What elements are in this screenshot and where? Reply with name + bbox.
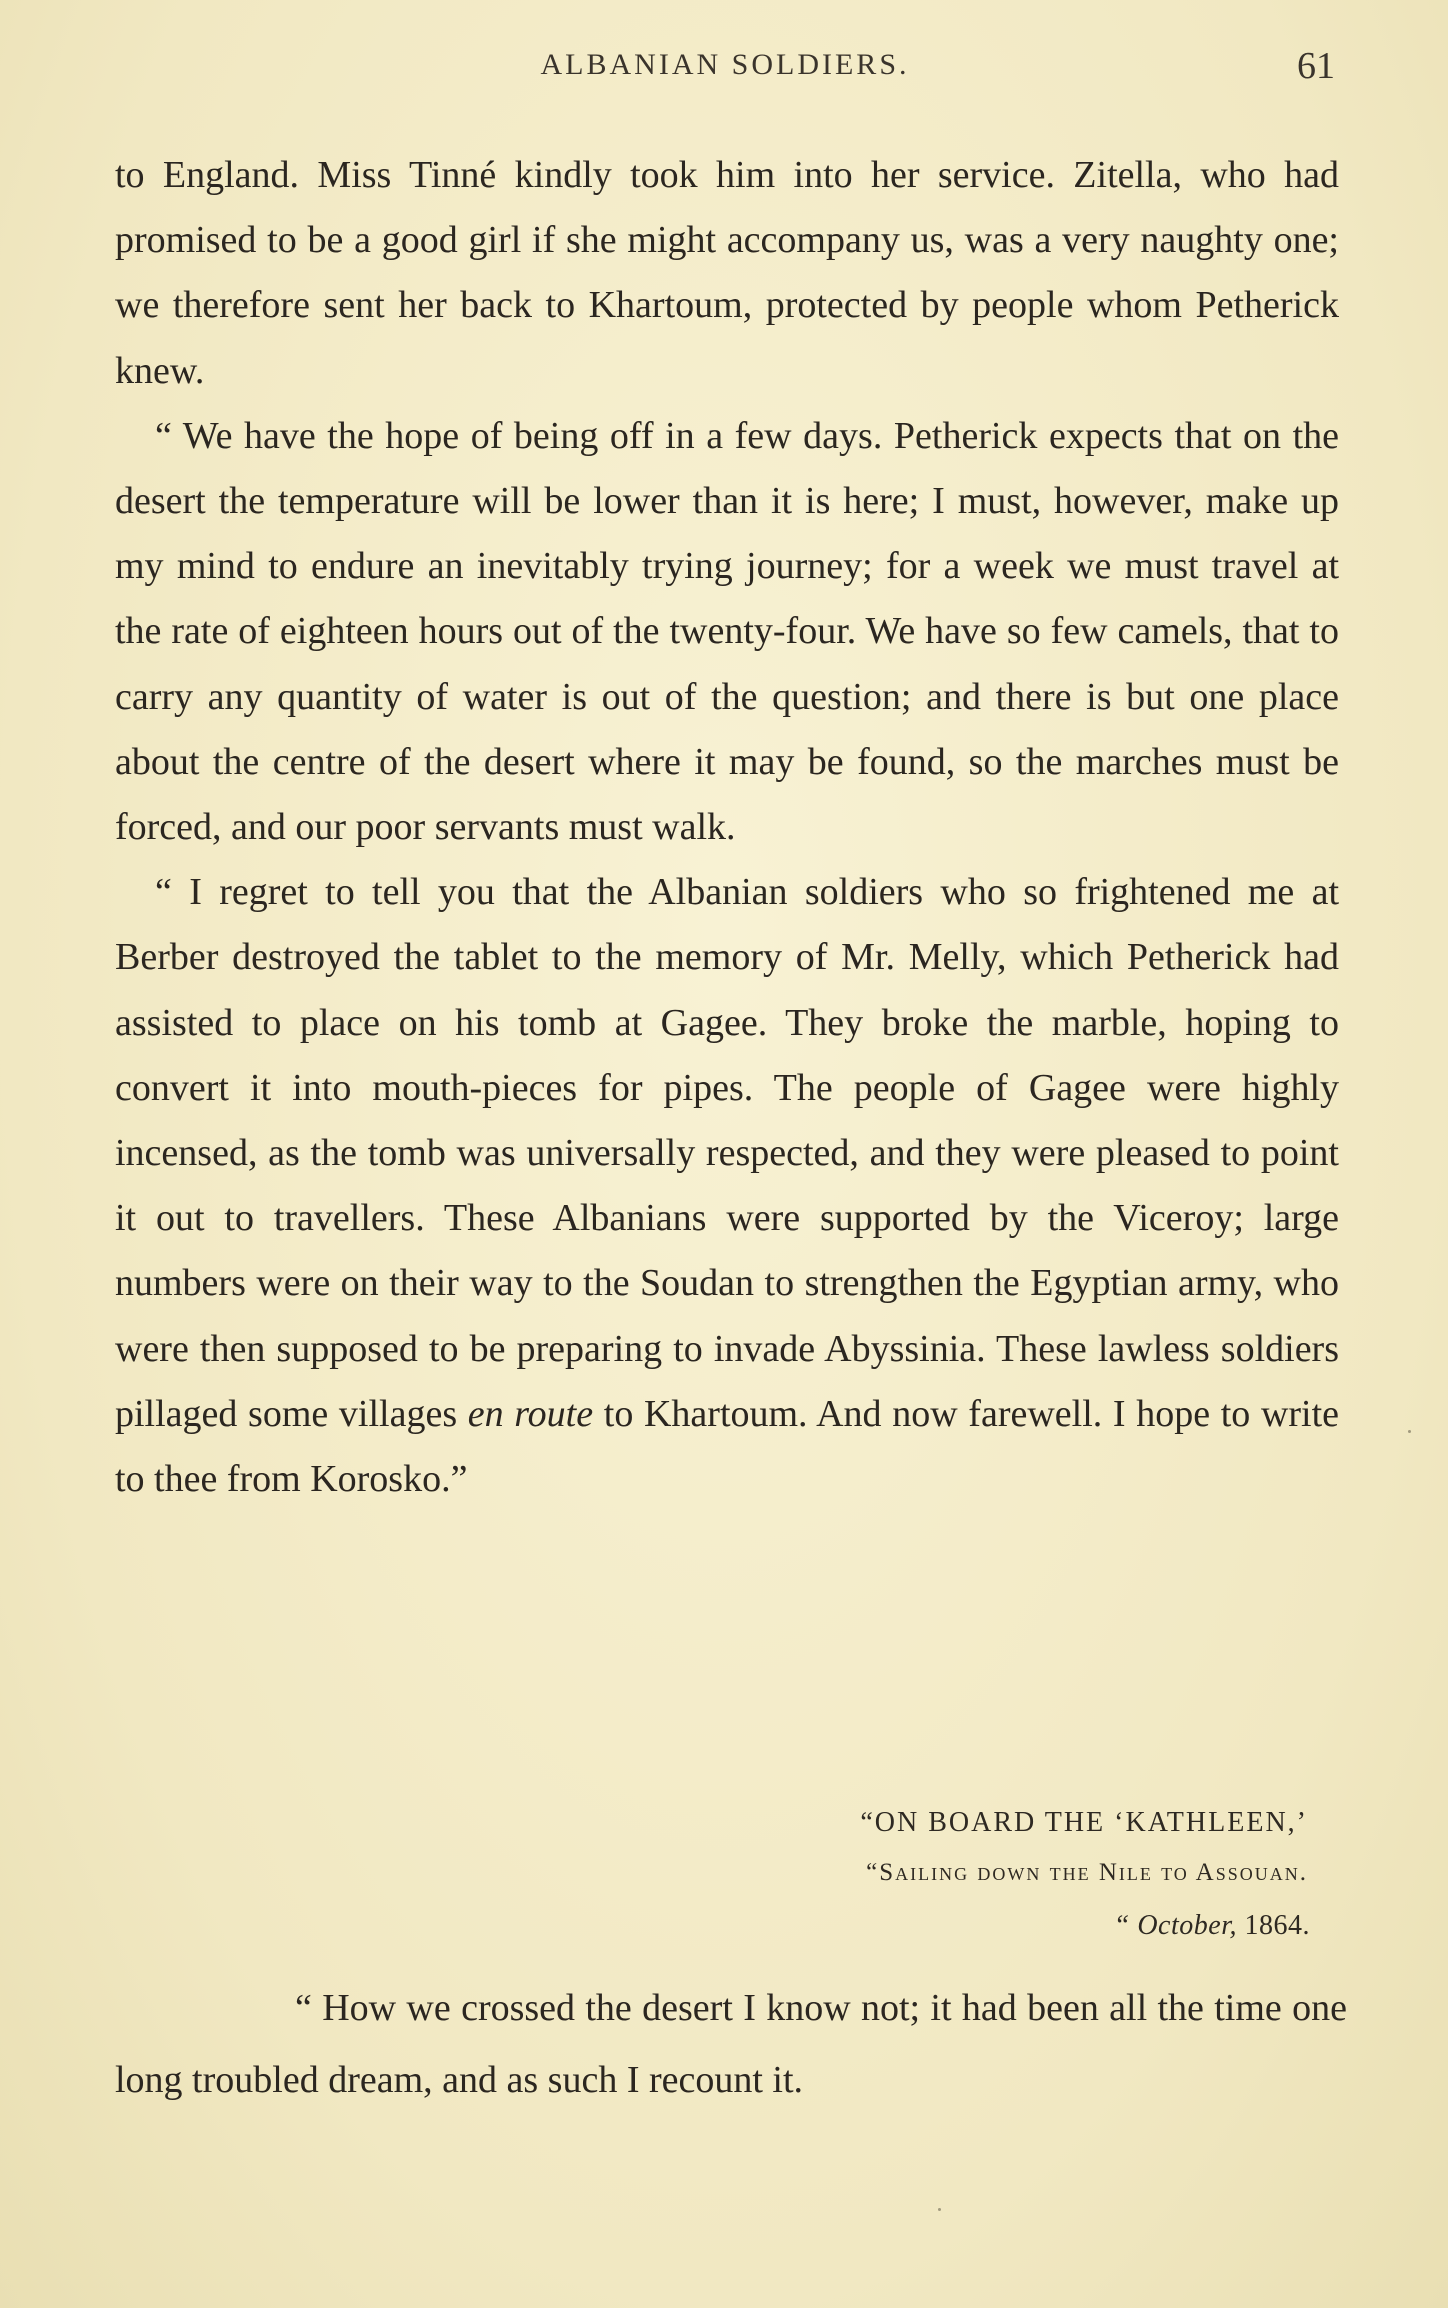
body-text [115,143,1339,1512]
paragraph-3 [115,860,1339,1512]
running-title: ALBANIAN SOLDIERS. [540,48,910,81]
paragraph-3-text-b: to Khartoum. And now farewell. I hope to write to thee from Korosko.” [115,1392,1340,1501]
running-head [115,45,1335,98]
dateline-year: 1864. [1244,1910,1310,1941]
paragraph-2: “ We have the hope of being off in a few days. Petherick expects that on the desert the temperature will be lower than it is here; I must, however, make up my mind to endure an inevitably trying journey; for a week we must travel at the rate of eighteen hours out of the twenty-four. We have so few camels, that to carry any quantity of water is out of the question; and there is but one place about the centre of the desert where it may be found, so the marches must be forced, and our poor servants must walk. [115,414,1339,849]
dateline-date [1114,1910,1310,1942]
dateline-route-text: “Sailing down the Nile to Assouan. [866,1859,1308,1886]
paragraph-1: to England. Miss Tinné kindly took him into her service. Zitella, who had promised to be a good girl if she might accompany us, was a very naughty one; we therefore sent her back to Khartoum, protected by people whom Petherick knew. [115,154,1339,392]
paper-speck [938,2208,941,2211]
dateline-route [866,1859,1308,1887]
closing-paragraph: “ How we crossed the desert I know not; it had been all the time one long troubled dream, and as such I recount it. [115,1987,1347,2101]
dateline-month: “ October, [1113,1910,1237,1941]
paper-speck [1408,1430,1411,1433]
paragraph-3-text-a: “ I regret to tell you that the Albanian soldiers who so frightened me at Berber destroyed the tablet to the memory of Mr. Melly, which Petherick had assisted to place on his tomb at Gagee. They broke the marble, hoping to convert it into mouth-pieces for pipes. The people of Gagee were highly incensed, as the tomb was universally respected, and they were pleased to point it out to travellers. These Albanians were supported by the Viceroy; large numbers were on their way to the Soudan to strengthen the Egyptian army, who were then supposed to be preparing to invade Abyssinia. These lawless soldiers pillaged some villages [115,871,1339,1435]
dateline-vessel: “ON BOARD THE ‘KATHLEEN,’ [860,1807,1308,1838]
closing-text [115,1972,1347,2116]
paragraph-3-italic-en-route: en route [467,1392,594,1435]
page-number: 61 [1297,45,1335,87]
